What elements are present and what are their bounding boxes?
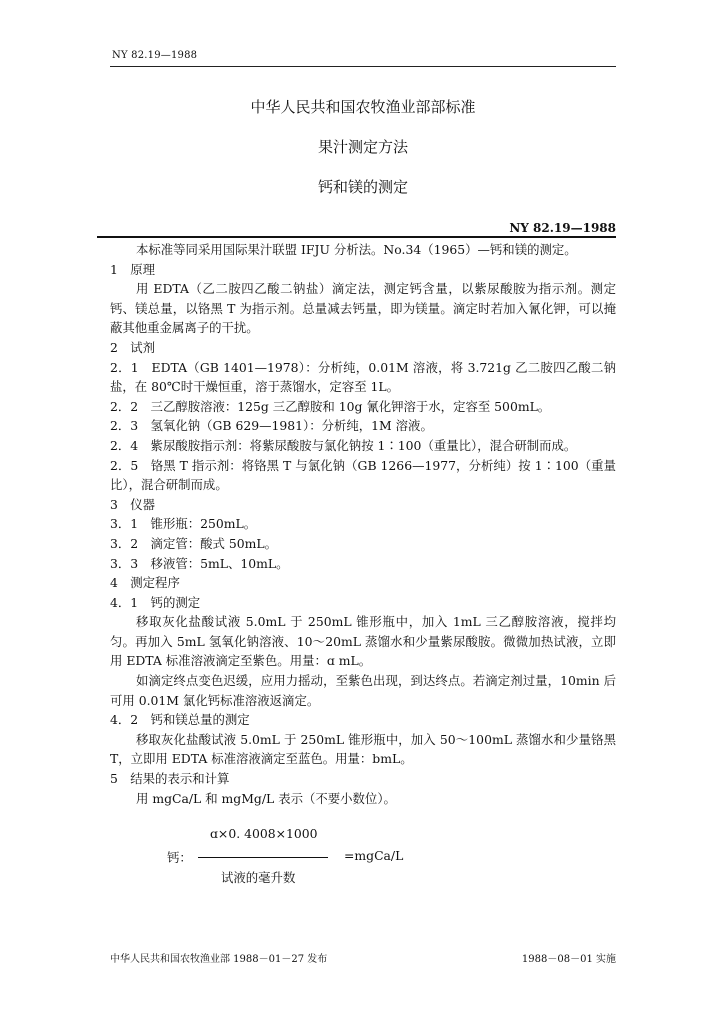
clause: 3．1 锥形瓶：250mL。 [110,516,257,532]
clause: 3．2 滴定管：酸式 50mL。 [110,535,277,551]
clause: 2．2 三乙醇胺溶液：125g 三乙醇胺和 10g 氰化钾溶于水，定容至 500mL。 [110,398,551,414]
clause: 2．1 EDTA（GB 1401—1978）：分析纯，0.01M 溶液，将 3.721g 乙二胺四乙酸二钠盐，在 80℃时干燥恒重，溶于蒸馏水，定容至 1L。 [110,359,616,395]
paragraph: 用 mgCa/L 和 mgMg/L 表示（不要小数位）。 [136,790,396,806]
fraction-bar [198,857,328,858]
document-title: 果汁测定方法 [317,138,408,156]
document-subtitle: 钙和镁的测定 [317,178,408,196]
header-rule [110,66,616,67]
section-heading: 3 仪器 [110,496,156,512]
clause: 4．2 钙和镁总量的测定 [110,712,250,728]
standard-code: NY 82.19—1988 [509,221,616,235]
body-text [110,240,616,808]
footer-effective: 1988－08－01 实施 [521,954,616,965]
clause: 2．3 氢氧化钠（GB 629—1981）：分析纯，1M 溶液。 [110,418,433,434]
section-heading: 2 试剂 [110,339,156,355]
section-heading: 1 原理 [110,261,156,277]
clause: 3．3 移液管：5mL、10mL。 [110,555,289,571]
section-heading: 4 测定程序 [110,575,180,591]
clause: 4．1 钙的测定 [110,594,201,610]
clause: 2．4 紫尿酸胺指示剂：将紫尿酸胺与氯化钠按 1∶100（重量比），混合研制而成。 [110,437,577,453]
clause: 2．5 铬黑 T 指示剂：将铬黑 T 与氯化钠（GB 1266—1977，分析纯）按 1∶100（重量比），混合研制而成。 [110,457,616,493]
paragraph: 移取灰化盐酸试液 5.0mL 于 250mL 锥形瓶中，加入 50～100mL 蒸馏水和少量铬黑 T，立即用 EDTA 标准溶液滴定至蓝色。用量：bmL。 [110,731,616,767]
standard-rule [97,236,616,238]
footer-issued: 中华人民共和国农牧渔业部 1988－01－27 发布 [110,954,328,965]
intro-paragraph: 本标准等同采用国际果汁联盟 IFJU 分析法。No.34（1965）—钙和镁的测定。 [136,242,577,257]
header-code: NY 82.19—1988 [112,50,198,61]
paragraph: 移取灰化盐酸试液 5.0mL 于 250mL 锥形瓶中，加入 1mL 三乙醇胺溶液，搅拌均匀。再加入 5mL 氢氧化钠溶液、10～20mL 蒸馏水和少量紫尿酸胺。微微加热试液，立即用 EDTA 标准溶液滴定至紫色。用量：ɑ mL。 [110,614,616,669]
section-heading: 5 结果的表示和计算 [110,771,230,787]
formula-label: 钙： [167,850,192,865]
paragraph: 用 EDTA（乙二胺四乙酸二钠盐）滴定法，测定钙含量，以紫尿酸胺为指示剂。测定钙、镁总量，以铬黑 T 为指示剂。总量减去钙量，即为镁量。滴定时若加入氰化钾，可以掩蔽其他重金属离子的干扰。 [110,281,616,336]
formula-numerator: ɑ×0. 4008×1000 [210,826,318,841]
issuing-authority-title: 中华人民共和国农牧渔业部部标准 [250,98,476,116]
paragraph: 如滴定终点变色迟缓，应用力摇动，至紫色出现，到达终点。若滴定剂过量，10min 后可用 0.01M 氯化钙标准溶液返滴定。 [110,673,616,708]
formula-result: =mgCa/L [344,848,404,863]
calcium-formula [110,826,616,888]
formula-denominator: 试液的毫升数 [221,870,296,885]
